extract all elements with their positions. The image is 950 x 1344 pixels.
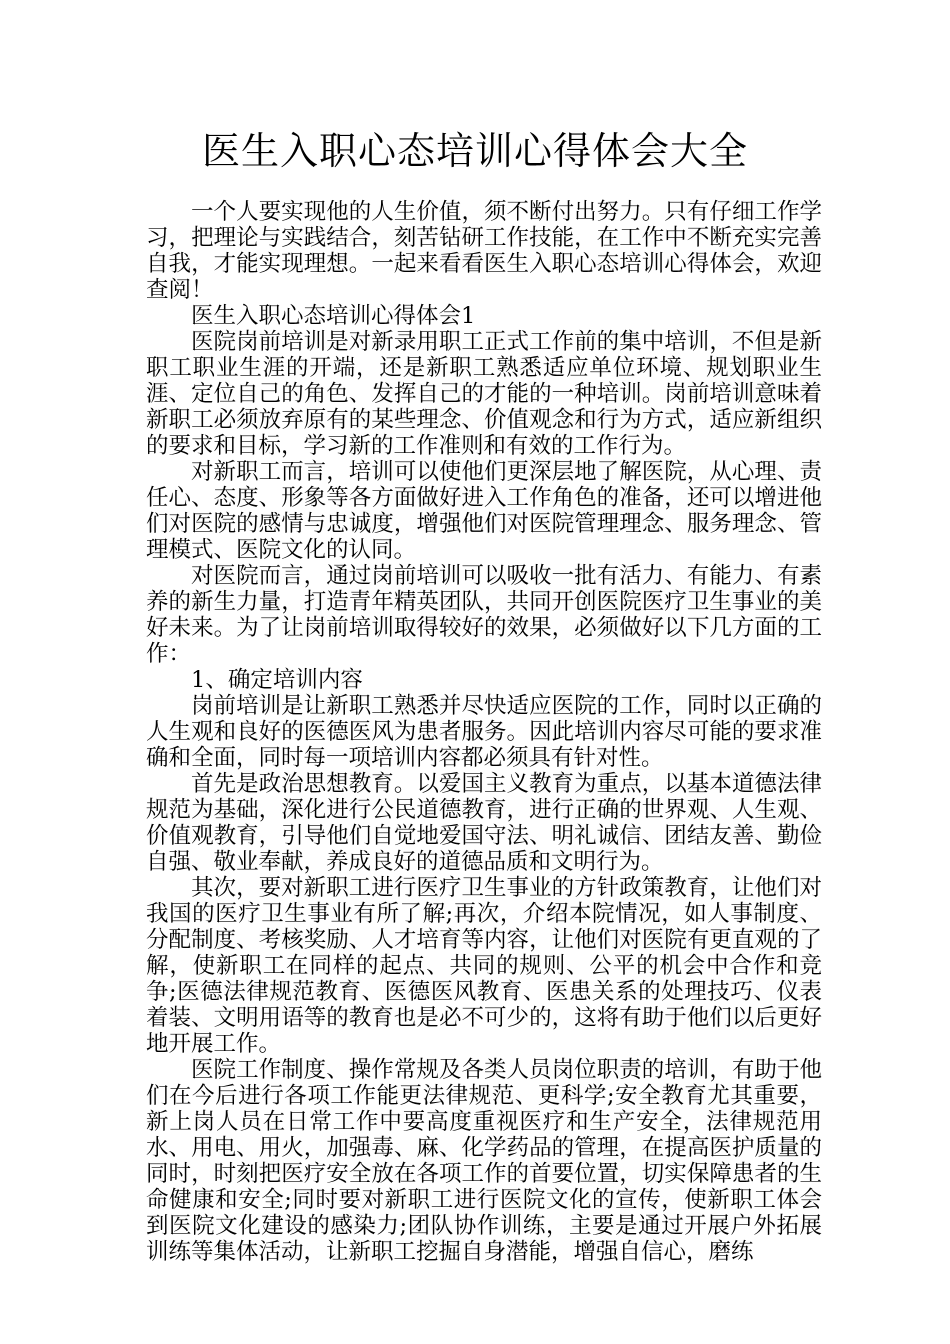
paragraph-intro: 一个人要实现他的人生价值，须不断付出努力。只有仔细工作学习，把理论与实践结合，刻苦钻研工作技能，在工作中不断充实完善自我，才能实现理想。一起来看看医生入职心态培训心得体会，欢迎查阅！: [146, 199, 822, 303]
paragraph: 对医院而言，通过岗前培训可以吸收一批有活力、有能力、有素养的新生力量，打造青年精英团队，共同开创医院医疗卫生事业的美好未来。为了让岗前培训取得较好的效果，必须做好以下几方面的工作：: [146, 563, 822, 667]
paragraph: 岗前培训是让新职工熟悉并尽快适应医院的工作，同时以正确的人生观和良好的医德医风为患者服务。因此培训内容尽可能的要求准确和全面，同时每一项培训内容都必须具有针对性。: [146, 693, 822, 771]
paragraph: 医院岗前培训是对新录用职工正式工作前的集中培训，不但是新职工职业生涯的开端，还是新职工熟悉适应单位环境、规划职业生涯、定位自己的角色、发挥自己的才能的一种培训。岗前培训意味着新职工必须放弃原有的某些理念、价值观念和行为方式，适应新组织的要求和目标，学习新的工作准则和有效的工作行为。: [146, 329, 822, 459]
subsection-heading: 1、确定培训内容: [191, 667, 363, 693]
section-heading: 医生入职心态培训心得体会1: [191, 303, 476, 329]
paragraph: 其次，要对新职工进行医疗卫生事业的方针政策教育，让他们对我国的医疗卫生事业有所了解;再次，介绍本院情况，如人事制度、分配制度、考核奖励、人才培育等内容，让他们对医院有更直观的了解，使新职工在同样的起点、共同的规则、公平的机会中合作和竞争;医德法律规范教育、医德医风教育、医患关系的处理技巧、仪表着装、文明用语等的教育也是必不可少的，这将有助于他们以后更好地开展工作。: [146, 875, 822, 1057]
paragraph: 对新职工而言，培训可以使他们更深层地了解医院，从心理、责任心、态度、形象等各方面做好进入工作角色的准备，还可以增进他们对医院的感情与忠诚度，增强他们对医院管理理念、服务理念、管理模式、医院文化的认同。: [146, 459, 822, 563]
document-title: 医生入职心态培训心得体会大全: [201, 129, 748, 173]
paragraph: 首先是政治思想教育。以爱国主义教育为重点，以基本道德法律规范为基础，深化进行公民道德教育，进行正确的世界观、人生观、价值观教育，引导他们自觉地爱国守法、明礼诚信、团结友善、勤俭自强、敬业奉献，养成良好的道德品质和文明行为。: [146, 771, 822, 875]
document-body: [146, 199, 822, 1265]
paragraph: 医院工作制度、操作常规及各类人员岗位职责的培训，有助于他们在今后进行各项工作能更法律规范、更科学;安全教育尤其重要，新上岗人员在日常工作中要高度重视医疗和生产安全，法律规范用水、用电、用火，加强毒、麻、化学药品的管理，在提高医护质量的同时，时刻把医疗安全放在各项工作的首要位置，切实保障患者的生命健康和安全;同时要对新职工进行医院文化的宣传，使新职工体会到医院文化建设的感染力;团队协作训练，主要是通过开展户外拓展训练等集体活动，让新职工挖掘自身潜能，增强自信心，磨练: [146, 1057, 822, 1265]
